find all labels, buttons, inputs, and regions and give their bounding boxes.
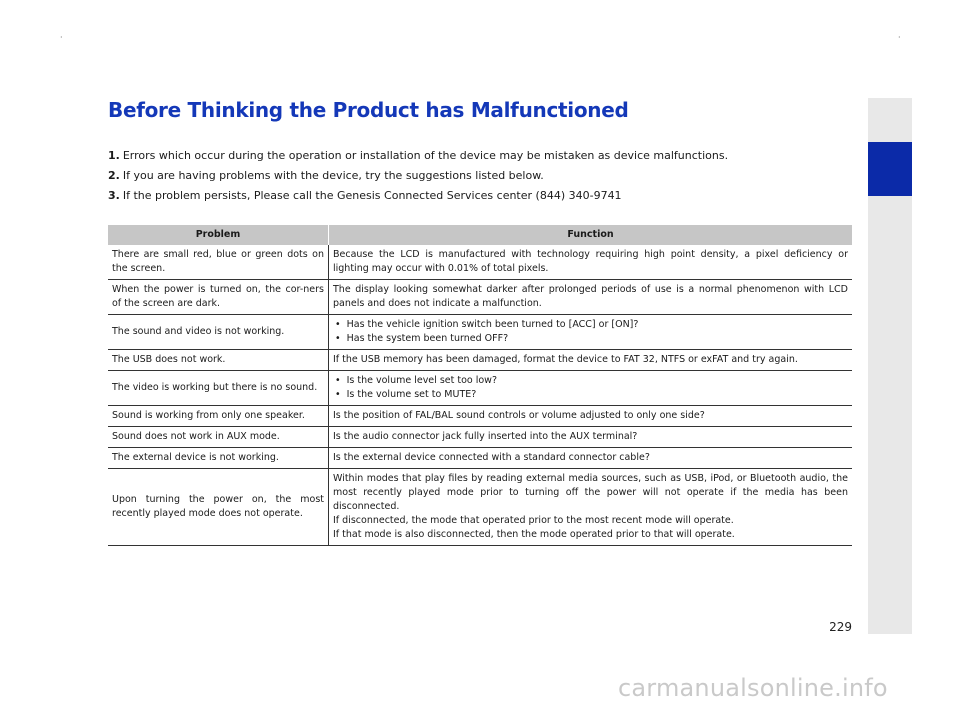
bullet-list bbox=[333, 374, 848, 402]
table-row bbox=[108, 406, 852, 427]
troubleshooting-table bbox=[108, 225, 852, 546]
function-cell: Is the position of FAL/BAL sound controls or volume adjusted to only one side? bbox=[329, 406, 853, 427]
column-header-function: Function bbox=[329, 225, 853, 245]
problem-cell: Upon turning the power on, the most recently played mode does not operate. bbox=[108, 469, 329, 546]
page-number: 229 bbox=[829, 620, 852, 634]
table-header-row bbox=[108, 225, 852, 245]
column-header-problem: Problem bbox=[108, 225, 329, 245]
problem-cell: There are small red, blue or green dots on the screen. bbox=[108, 245, 329, 280]
intro-item: 2. If you are having problems with the device, try the suggestions listed below. bbox=[108, 169, 544, 182]
problem-cell: Sound is working from only one speaker. bbox=[108, 406, 329, 427]
bullet-item: • Is the volume set to MUTE? bbox=[333, 388, 848, 402]
problem-cell: The external device is not working. bbox=[108, 448, 329, 469]
crop-mark-left: · bbox=[60, 33, 63, 42]
problem-cell: The USB does not work. bbox=[108, 350, 329, 371]
intro-item: 1. Errors which occur during the operation or installation of the device may be mistaken as device malfunctions. bbox=[108, 149, 729, 162]
function-line: If disconnected, the mode that operated prior to the most recent mode will operate. bbox=[333, 515, 734, 526]
table-row bbox=[108, 280, 852, 315]
function-cell: Is the external device connected with a standard connector cable? bbox=[329, 448, 853, 469]
chapter-tab bbox=[868, 142, 912, 196]
table-row bbox=[108, 371, 852, 406]
watermark: carmanualsonline.info bbox=[618, 674, 888, 702]
function-cell bbox=[329, 371, 853, 406]
function-line: If that mode is also disconnected, then the mode operated prior to that will operate. bbox=[333, 529, 735, 540]
bullet-item: • Has the vehicle ignition switch been turned to [ACC] or [ON]? bbox=[333, 318, 848, 332]
table-row bbox=[108, 427, 852, 448]
function-cell: Because the LCD is manufactured with technology requiring high point density, a pixel deficiency or lighting may occur with 0.01% of total pixels. bbox=[329, 245, 853, 280]
function-cell bbox=[329, 315, 853, 350]
bullet-item: • Has the system been turned OFF? bbox=[333, 332, 848, 346]
problem-cell: The video is working but there is no sound. bbox=[108, 371, 329, 406]
page-title: Before Thinking the Product has Malfunctioned bbox=[108, 98, 629, 122]
table-row bbox=[108, 448, 852, 469]
function-cell: If the USB memory has been damaged, format the device to FAT 32, NTFS or exFAT and try again. bbox=[329, 350, 853, 371]
bullet-item: • Is the volume level set too low? bbox=[333, 374, 848, 388]
intro-item: 3. If the problem persists, Please call the Genesis Connected Services center (844) 340-9741 bbox=[108, 189, 622, 202]
function-cell bbox=[329, 469, 853, 546]
function-cell: The display looking somewhat darker after prolonged periods of use is a normal phenomenon with LCD panels and does not indicate a malfunction. bbox=[329, 280, 853, 315]
table-row bbox=[108, 350, 852, 371]
function-cell: Is the audio connector jack fully inserted into the AUX terminal? bbox=[329, 427, 853, 448]
function-line: Within modes that play files by reading external media sources, such as USB, iPod, or Bluetooth audio, the most recently played mode prior to turning off the power will not operate if the media has been disconnected. bbox=[333, 473, 848, 512]
crop-mark-right: · bbox=[898, 33, 901, 42]
table-row bbox=[108, 469, 852, 546]
bullet-list bbox=[333, 318, 848, 346]
table-row bbox=[108, 315, 852, 350]
problem-cell: The sound and video is not working. bbox=[108, 315, 329, 350]
problem-cell: Sound does not work in AUX mode. bbox=[108, 427, 329, 448]
table-row bbox=[108, 245, 852, 280]
problem-cell: When the power is turned on, the cor-ners of the screen are dark. bbox=[108, 280, 329, 315]
intro-list bbox=[108, 146, 848, 206]
